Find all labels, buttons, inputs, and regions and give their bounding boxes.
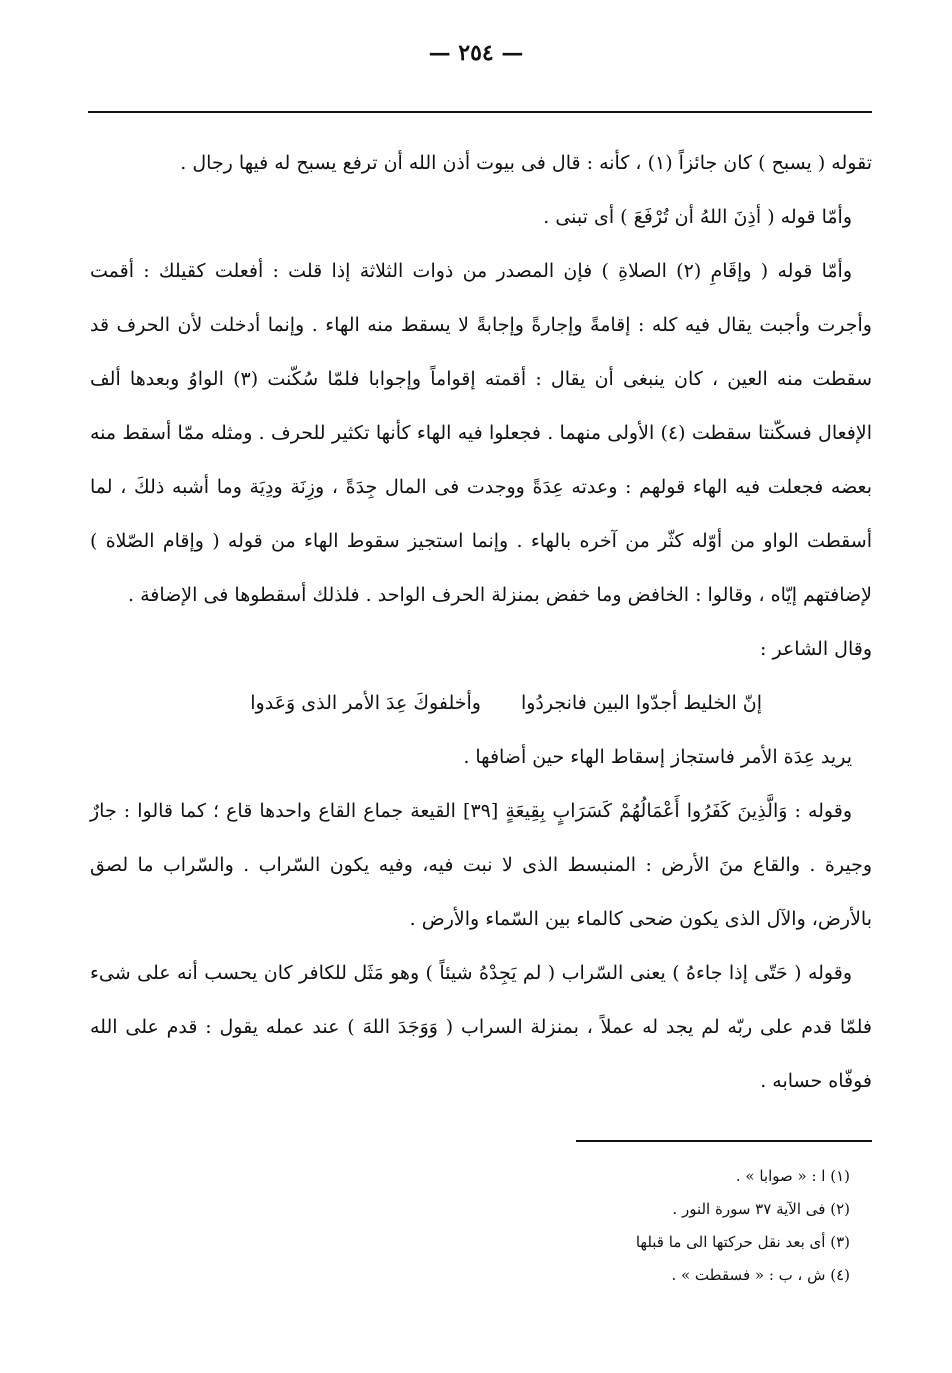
footnote: (٤) ش ، ب : « فسقطت » .	[671, 1266, 850, 1284]
paragraph: وأمّا قوله ( أذِنَ اللهُ أن تُرْفَعَ ) أى تبنى .	[543, 206, 852, 228]
page-number: — ٢٥٤ —	[428, 40, 524, 66]
paragraph: وقوله : وَالَّذِينَ كَفَرُوا أَعْمَالُهُمْ كَسَرَابٍ بِقِيعَةٍ [٣٩] القيعة جماع القاع واحدها قاع ؛ كما قالوا : جارٌ وجيرة . والقاع منَ الأرض : المنبسط الذى لا نبت فيه، وفيه يكون السّراب . والسّراب ما لصق بالأرض، والآل الذى يكون ضحى كالماء بين السّماء والأرض .	[90, 800, 872, 930]
footnote: (٣) أى بعد نقل حركتها الى ما قبلها	[635, 1233, 850, 1251]
paragraph: تقوله ( يسبح ) كان جائزاً (١) ، كأنه : قال فى بيوت أذن الله أن ترفع يسبح له فيها رجال .	[180, 152, 872, 174]
poem-verse	[90, 676, 872, 730]
paragraph: وقوله ( حَتّى إذا جاءهُ ) يعنى السّراب ( لم يَجِدْهُ شيئاً ) وهو مَثَل للكافر كان يحسب أنه على شىء فلمّا قدم على ربّه لم يجد له عملاً ، بمنزلة السراب ( وَوَجَدَ اللهَ ) عند عمله يقول : قدم على الله فوفّاه حسابه .	[90, 962, 872, 1092]
paragraph: وأمّا قوله ( وإقَامِ (٢) الصلاةِ ) فإن المصدر من ذوات الثلاثة إذا قلت : أفعلت كقيلك : أقمت وأجرت وأجبت يقال فيه كله : إقامةً وإجارةً وإجابةً لا يسقط منه الهاء . وإنما أدخلت لأن الحرف قد سقطت منه العين ، كان ينبغى أن يقال : أقمته إقواماً وإجوابا فلمّا سُكّنت (٣) الواوُ وبعدها ألف الإفعال فسكّنتا سقطت (٤) الأولى منهما . فجعلوا فيه الهاء كأنها تكثير للحرف . ومثله ممّا أسقط منه بعضه فجعلت فيه الهاء قولهم : وعدته عِدَةً ووجدت فى المال جِدَةً ، وزِنَة ودِيَة وما أشبه ذلكَ ، لما أسقطت الواو من أوّله كثّر من آخره بالهاء . وإنما استجيز سقوط الهاء من قوله ( وإقام الصّلاة ) لإضافتهم إيّاه ، وقالوا : الخافض وما خفض بمنزلة الحرف الواحد . فلذلك أسقطوها فى الإضافة .	[90, 260, 872, 606]
footnote-divider	[576, 1140, 872, 1142]
paragraph: يريد عِدَة الأمر فاستجاز إسقاط الهاء حين أضافها .	[463, 746, 852, 768]
header-divider	[88, 111, 872, 113]
footnote: (١) ا : « صوابا » .	[735, 1167, 850, 1185]
paragraph: وقال الشاعر :	[760, 638, 872, 660]
poem-hemistich-second: وأخلفوكَ عِدَ الأمر الذى وَعَدوا	[250, 692, 481, 714]
poem-hemistich-first: إنّ الخليط أجدّوا البين فانجردُوا	[520, 692, 762, 714]
footnote: (٢) فى الآية ٣٧ سورة النور .	[672, 1200, 850, 1218]
footnotes	[400, 1160, 872, 1292]
main-text	[90, 136, 872, 1108]
